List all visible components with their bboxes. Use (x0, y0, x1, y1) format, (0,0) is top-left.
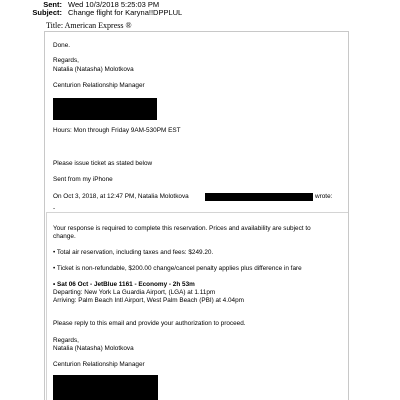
ticket-policy-bullet: • Ticket is non-refundable, $200.00 change/cancel penalty applies plus difference in fare (53, 265, 302, 272)
departing-line: Departing: New York La Guardia Airport, (LGA) at 1.11pm (53, 289, 216, 296)
reply-signature-name: Natalia (Natasha) Molotkova (53, 66, 134, 73)
reply-signature-role: Centurion Relationship Manager (53, 82, 145, 89)
document-title: Title: American Express ® (46, 21, 132, 30)
quoted-signature-role: Centurion Relationship Manager (53, 361, 145, 368)
quoted-signature-name: Natalia (Natasha) Molotkova (53, 345, 134, 352)
separator-dash: - (53, 205, 56, 212)
redacted-block (53, 98, 157, 120)
quoted-message (46, 212, 348, 400)
quoted-regards: Regards, (53, 337, 79, 344)
sent-value: Wed 10/3/2018 5:25:03 PM (68, 0, 160, 9)
response-required-line1: Your response is required to complete this reservation. Prices and availability are subject to (53, 225, 311, 232)
subject-label: Subject: (32, 8, 62, 17)
response-required-line2: change. (53, 233, 76, 240)
flight-bullet: • Sat 06 Oct - JetBlue 1161 - Economy - 2h 53m (53, 281, 195, 288)
issue-instruction: Please issue ticket as stated below (53, 160, 153, 167)
done-text: Done. (53, 42, 71, 49)
subject-row (0, 8, 182, 17)
subject-value: Change flight for Karyna!!DPPLUL (68, 8, 183, 17)
reply-request: Please reply to this email and provide your authorization to proceed. (53, 320, 246, 327)
quote-intro-suffix: wrote: (315, 193, 333, 200)
quote-intro-prefix: On Oct 3, 2018, at 12:47 PM, Natalia Molotkova (53, 193, 189, 200)
business-hours: Hours: Mon through Friday 9AM-530PM EST (53, 127, 181, 134)
sent-label: Sent: (43, 0, 62, 9)
redacted-block-bottom (53, 375, 158, 400)
redacted-email (205, 193, 313, 201)
reply-regards: Regards, (53, 57, 79, 64)
arriving-line: Arriving: Palm Beach Intl Airport, West Palm Beach (PBI) at 4.04pm (53, 297, 244, 304)
sent-from-line: Sent from my iPhone (53, 176, 113, 183)
total-price-bullet: • Total air reservation, including taxes and fees: $249.20. (53, 249, 214, 256)
